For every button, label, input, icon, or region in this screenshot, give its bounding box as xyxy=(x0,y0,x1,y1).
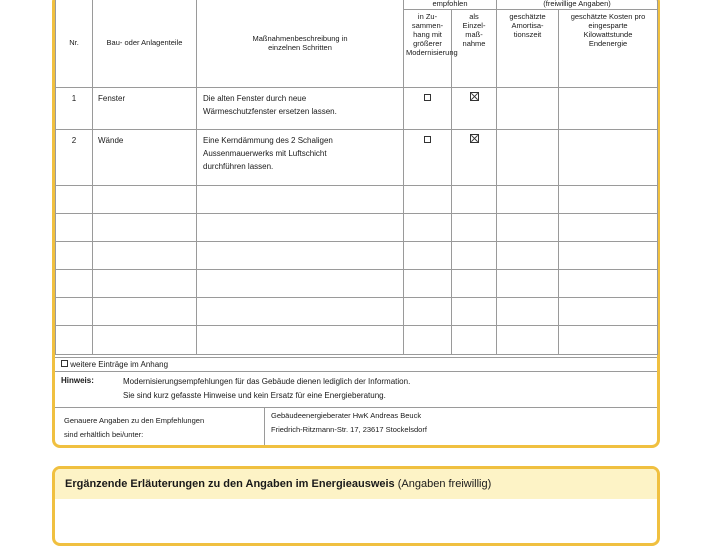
note-line: Modernisierungsempfehlungen für das Gebäude dienen lediglich der Information. xyxy=(123,377,411,386)
contact-label-cell xyxy=(55,408,265,445)
desc-line: Wärmeschutzfenster ersetzen lassen. xyxy=(203,107,337,116)
more-entries-checkbox[interactable] xyxy=(61,360,68,367)
empty-row xyxy=(56,186,658,214)
explanations-title-text: Ergänzende Erläuterungen zu den Angaben im Energieausweis xyxy=(65,478,395,490)
desc-line: durchführen lassen. xyxy=(203,162,274,171)
checked-box-icon xyxy=(470,92,479,101)
contact-name: Gebäudeenergieberater HwK Andreas Beuck xyxy=(271,411,422,420)
row-description xyxy=(197,130,404,186)
empty-row xyxy=(56,214,658,242)
col-header-costs: geschätzte Kosten pro eingesparte Kilowattstunde Endenergie xyxy=(559,10,658,88)
row-amortisation xyxy=(497,88,559,130)
col-header-recommended: empfohlen xyxy=(404,0,497,10)
checkbox-combined[interactable] xyxy=(404,88,452,130)
recommendations-panel xyxy=(52,0,660,448)
col-header-amortisation: geschätzte Amortisa-tionszeit xyxy=(497,10,559,88)
note-label: Hinweis: xyxy=(61,376,94,385)
note-line: Sie sind kurz gefasste Hinweise und kein Ersatz für eine Energieberatung. xyxy=(123,391,386,400)
empty-row xyxy=(56,326,658,355)
col-header-part: Bau- oder Anlagenteile xyxy=(93,0,197,88)
empty-row xyxy=(56,270,658,298)
explanations-title xyxy=(65,478,491,490)
desc-line: Die alten Fenster durch neue xyxy=(203,94,307,103)
row-part: Wände xyxy=(93,130,197,186)
empty-row xyxy=(56,242,658,270)
col-header-optional: (freiwillige Angaben) xyxy=(497,0,658,10)
contact-label-line: Genauere Angaben zu den Empfehlungen xyxy=(64,416,205,425)
contact-label-line: sind erhältlich bei/unter: xyxy=(64,430,144,439)
more-entries-label: weitere Einträge im Anhang xyxy=(70,360,169,369)
row-description xyxy=(197,88,404,130)
note-section xyxy=(55,371,657,407)
checkbox-single[interactable] xyxy=(452,88,497,130)
checked-box-icon xyxy=(470,134,479,143)
table-group-header xyxy=(56,0,658,10)
col-header-combined: in Zu-sammen-hang mit größerer Modernisierung xyxy=(404,10,452,88)
row-number: 2 xyxy=(56,130,93,186)
empty-row xyxy=(56,298,658,326)
checkbox-single[interactable] xyxy=(452,130,497,186)
more-entries-row xyxy=(55,357,657,371)
desc-line: Aussenmauerwerks mit Luftschicht xyxy=(203,149,327,158)
table-row xyxy=(56,88,658,130)
empty-checkbox-icon xyxy=(424,136,431,143)
row-costs xyxy=(559,130,658,186)
col-header-nr: Nr. xyxy=(56,0,93,88)
checkbox-combined[interactable] xyxy=(404,130,452,186)
desc-line: Eine Kerndämmung des 2 Schaligen xyxy=(203,136,333,145)
contact-section xyxy=(55,407,657,445)
empty-checkbox-icon xyxy=(424,94,431,101)
row-costs xyxy=(559,88,658,130)
explanations-title-optional: (Angaben freiwillig) xyxy=(397,478,492,490)
col-header-desc: Maßnahmenbeschreibung in einzelnen Schritten xyxy=(197,0,404,88)
row-part: Fenster xyxy=(93,88,197,130)
row-number: 1 xyxy=(56,88,93,130)
measures-table xyxy=(55,0,658,355)
contact-address: Friedrich-Ritzmann-Str. 17, 23617 Stockelsdorf xyxy=(271,425,427,434)
col-header-single: als Einzel-maß-nahme xyxy=(452,10,497,88)
explanations-panel xyxy=(52,466,660,546)
row-amortisation xyxy=(497,130,559,186)
table-row xyxy=(56,130,658,186)
